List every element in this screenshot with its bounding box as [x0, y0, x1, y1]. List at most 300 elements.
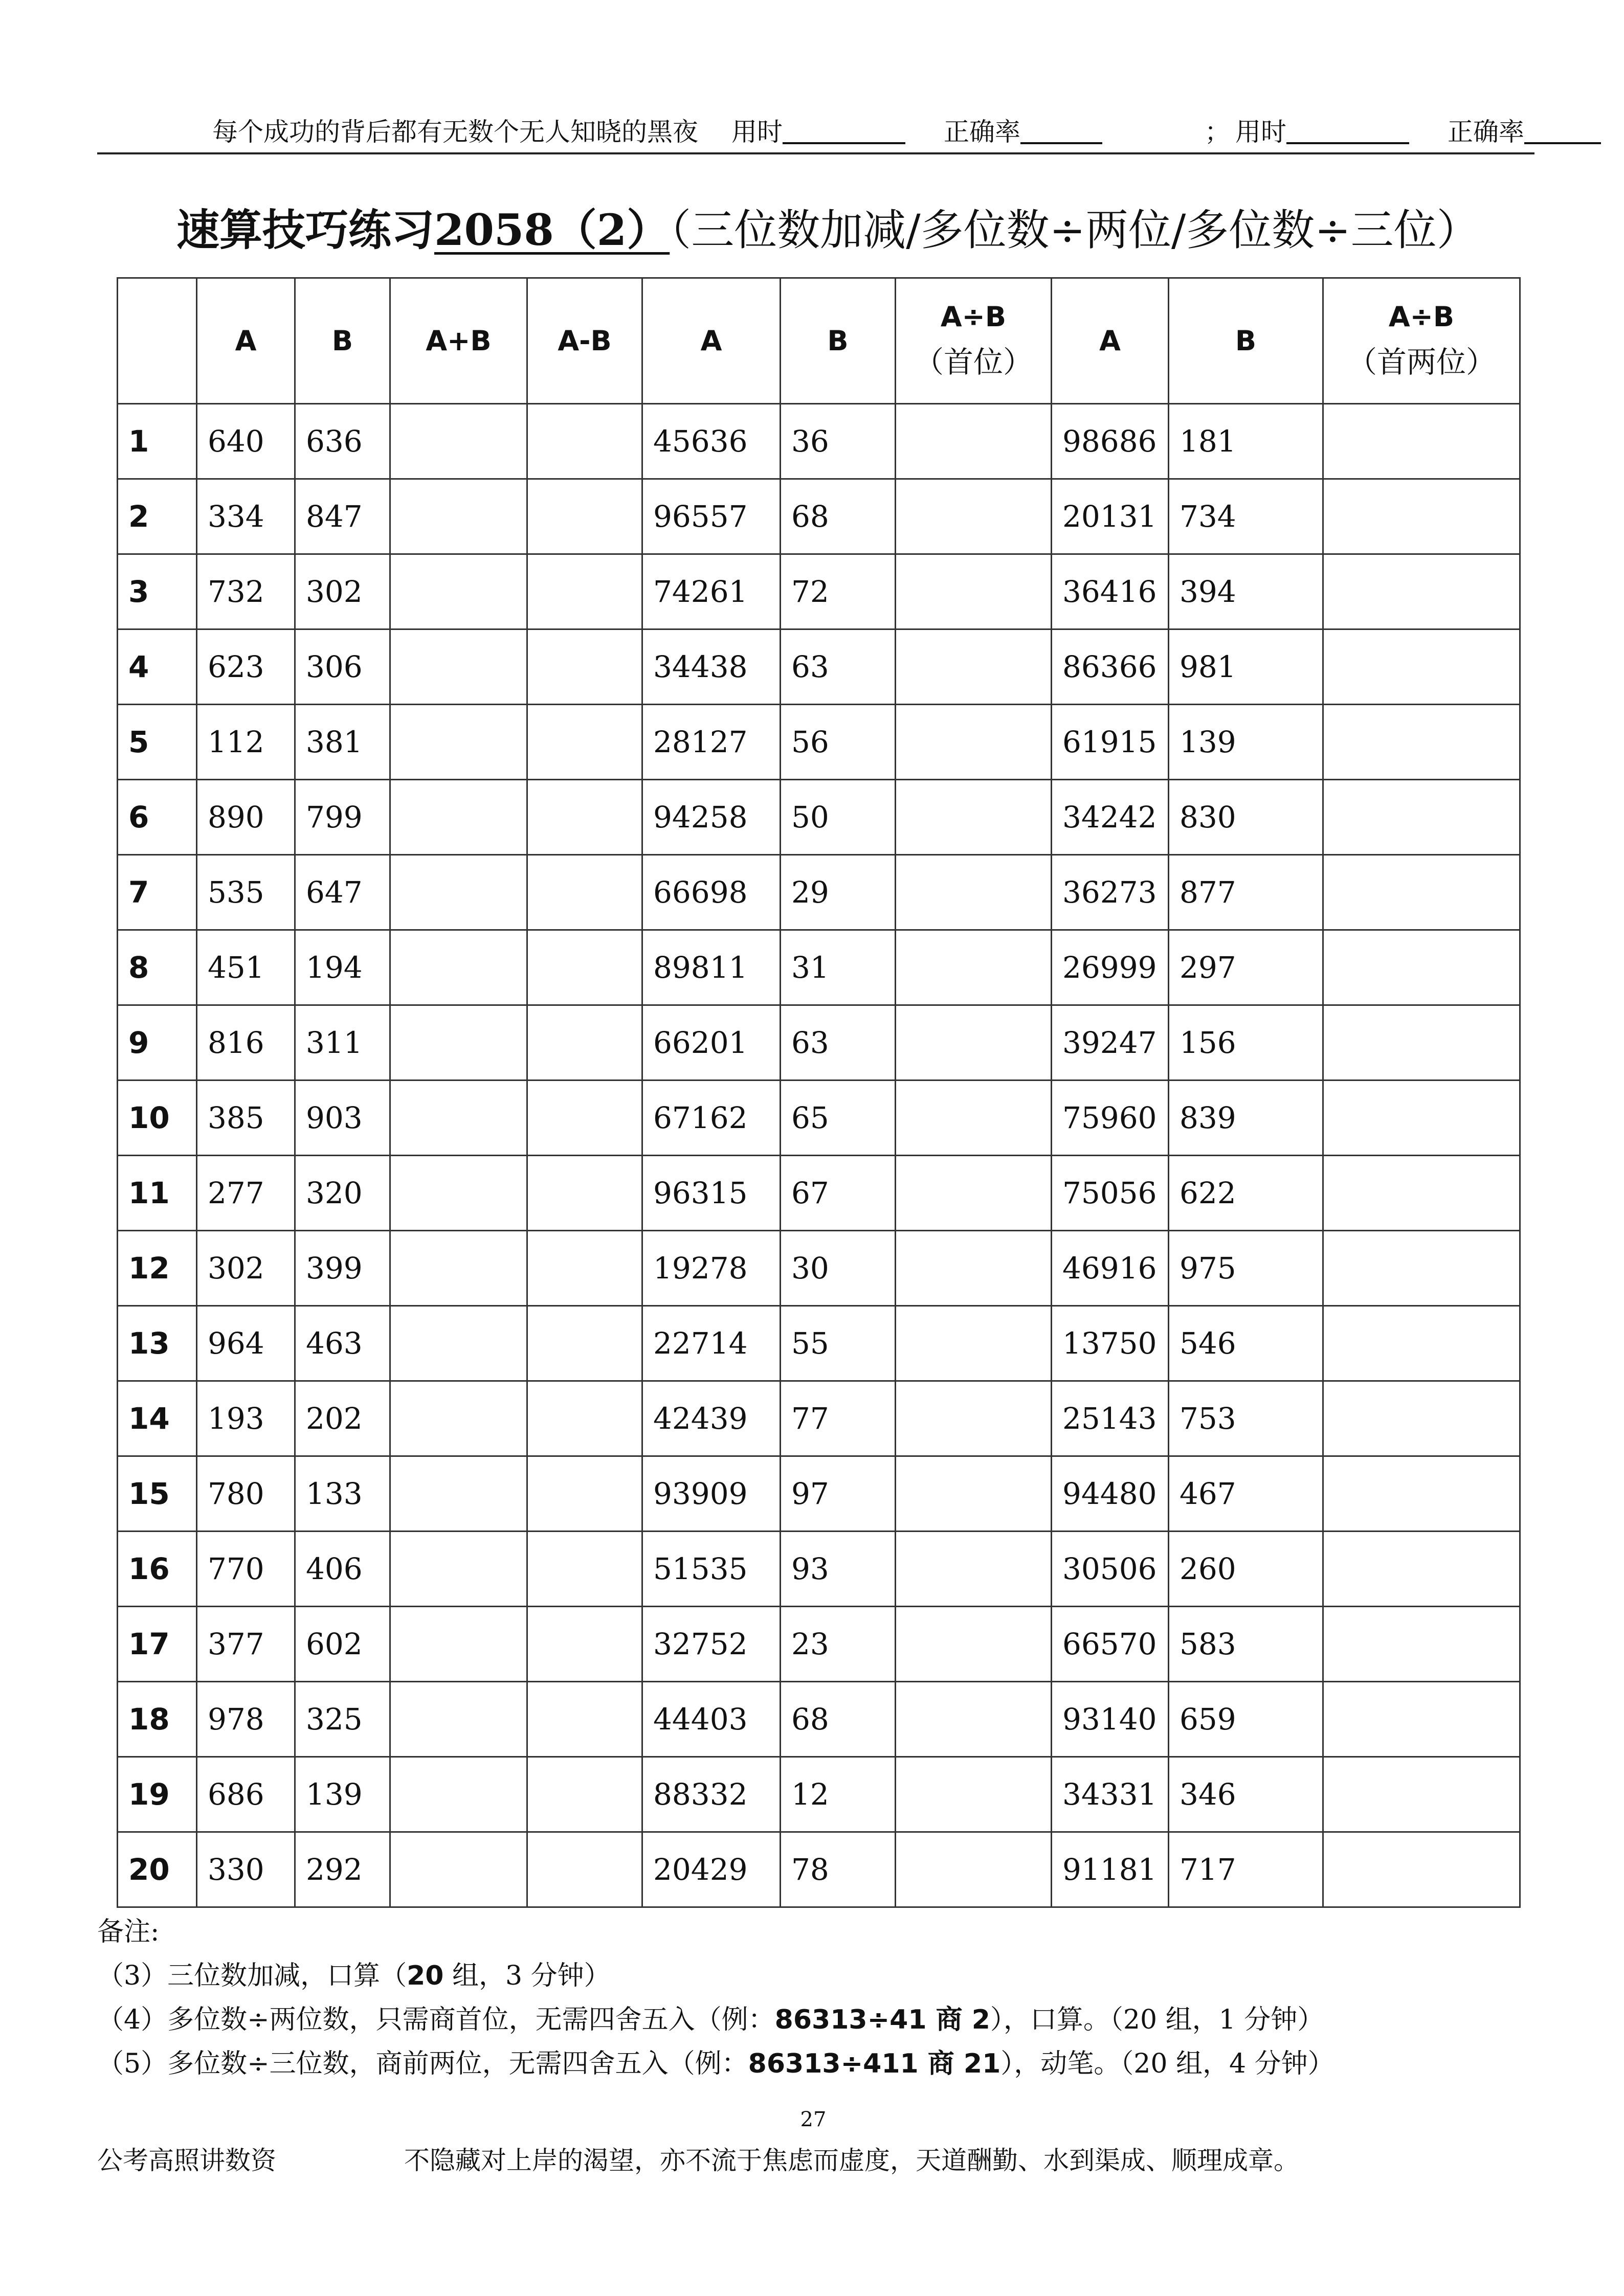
add-b-cell: 647 — [295, 855, 390, 930]
column-header-3 — [390, 278, 527, 404]
row-number-cell: 20 — [118, 1832, 197, 1907]
title-code: 2058（2） — [434, 205, 670, 255]
div2-a-cell: 96315 — [642, 1156, 781, 1231]
div3-answer-cell[interactable] — [1323, 1757, 1520, 1832]
diff-answer-cell[interactable] — [527, 1456, 642, 1532]
add-a-cell: 686 — [197, 1757, 295, 1832]
note-5-tail: ），动笔。（20 组，4 分钟） — [1000, 2049, 1334, 2079]
diff-answer-cell[interactable] — [527, 629, 642, 705]
div3-answer-cell[interactable] — [1323, 1306, 1520, 1381]
column-header-8 — [1052, 278, 1169, 404]
column-header-label: A+B — [426, 325, 492, 357]
div2-a-cell: 45636 — [642, 404, 781, 479]
sum-answer-cell[interactable] — [390, 404, 527, 479]
div3-b-cell: 297 — [1169, 930, 1323, 1005]
div3-a-cell: 61915 — [1052, 705, 1169, 780]
column-header-label: A÷B — [940, 301, 1007, 333]
table-row — [118, 1757, 1520, 1832]
sum-answer-cell[interactable] — [390, 1231, 527, 1306]
div2-b-cell: 77 — [781, 1381, 896, 1456]
row-number-cell: 14 — [118, 1381, 197, 1456]
column-header-1 — [197, 278, 295, 404]
div2-b-cell: 93 — [781, 1532, 896, 1607]
div3-a-cell: 39247 — [1052, 1005, 1169, 1081]
add-a-cell: 978 — [197, 1682, 295, 1757]
column-header-6 — [781, 278, 896, 404]
note-3-bold: 20 — [407, 1961, 444, 1991]
add-a-cell: 640 — [197, 404, 295, 479]
time-label-1: 用时 — [731, 117, 783, 147]
column-header-0 — [118, 278, 197, 404]
div3-b-cell: 546 — [1169, 1306, 1323, 1381]
div3-b-cell: 877 — [1169, 855, 1323, 930]
table-row — [118, 930, 1520, 1005]
add-a-cell: 193 — [197, 1381, 295, 1456]
table-row — [118, 780, 1520, 855]
sum-answer-cell[interactable] — [390, 1081, 527, 1156]
diff-answer-cell[interactable] — [527, 1381, 642, 1456]
diff-answer-cell[interactable] — [527, 479, 642, 554]
row-number-cell: 2 — [118, 479, 197, 554]
sum-answer-cell[interactable] — [390, 1456, 527, 1532]
add-a-cell: 816 — [197, 1005, 295, 1081]
div3-b-cell: 734 — [1169, 479, 1323, 554]
div2-answer-cell[interactable] — [896, 1607, 1052, 1682]
table-row — [118, 1832, 1520, 1907]
div2-a-cell: 88332 — [642, 1757, 781, 1832]
sum-answer-cell[interactable] — [390, 554, 527, 629]
div3-answer-cell[interactable] — [1323, 1682, 1520, 1757]
div2-a-cell: 44403 — [642, 1682, 781, 1757]
add-a-cell: 451 — [197, 930, 295, 1005]
div3-a-cell: 75056 — [1052, 1156, 1169, 1231]
table-row — [118, 1456, 1520, 1532]
column-header-label: A — [700, 325, 722, 357]
add-b-cell: 302 — [295, 554, 390, 629]
div2-answer-cell[interactable] — [896, 1005, 1052, 1081]
row-number-cell: 8 — [118, 930, 197, 1005]
row-number-cell: 13 — [118, 1306, 197, 1381]
note-4-num: （4） — [97, 2005, 168, 2035]
div2-b-cell: 23 — [781, 1607, 896, 1682]
row-number-cell: 4 — [118, 629, 197, 705]
div2-a-cell: 20429 — [642, 1832, 781, 1907]
div2-answer-cell[interactable] — [896, 1081, 1052, 1156]
add-a-cell: 964 — [197, 1306, 295, 1381]
div3-b-cell: 659 — [1169, 1682, 1323, 1757]
table-row — [118, 1381, 1520, 1456]
sum-answer-cell[interactable] — [390, 1607, 527, 1682]
add-b-cell: 139 — [295, 1757, 390, 1832]
sum-answer-cell[interactable] — [390, 1832, 527, 1907]
diff-answer-cell[interactable] — [527, 855, 642, 930]
add-b-cell: 133 — [295, 1456, 390, 1532]
add-b-cell: 799 — [295, 780, 390, 855]
add-b-cell: 406 — [295, 1532, 390, 1607]
sum-answer-cell[interactable] — [390, 705, 527, 780]
column-header-9 — [1169, 278, 1323, 404]
column-header-label: A÷B — [1388, 301, 1455, 333]
div3-b-cell: 260 — [1169, 1532, 1323, 1607]
table-row — [118, 1682, 1520, 1757]
sum-answer-cell[interactable] — [390, 1381, 527, 1456]
div2-answer-cell[interactable] — [896, 930, 1052, 1005]
sum-answer-cell[interactable] — [390, 629, 527, 705]
div2-answer-cell[interactable] — [896, 554, 1052, 629]
sum-answer-cell[interactable] — [390, 479, 527, 554]
div2-answer-cell[interactable] — [896, 404, 1052, 479]
add-a-cell: 112 — [197, 705, 295, 780]
note-3-tail: 组，3 分钟） — [443, 1961, 611, 1991]
notes-section — [97, 1910, 1581, 2086]
column-header-label: A — [1099, 325, 1121, 357]
note-5 — [97, 2042, 1581, 2086]
div2-a-cell: 96557 — [642, 479, 781, 554]
add-a-cell: 780 — [197, 1456, 295, 1532]
div2-a-cell: 28127 — [642, 705, 781, 780]
diff-answer-cell[interactable] — [527, 1832, 642, 1907]
div2-answer-cell[interactable] — [896, 479, 1052, 554]
div3-answer-cell[interactable] — [1323, 1456, 1520, 1532]
column-header-sublabel: （首位） — [914, 345, 1033, 379]
table-row — [118, 855, 1520, 930]
div2-a-cell: 51535 — [642, 1532, 781, 1607]
diff-answer-cell[interactable] — [527, 1081, 642, 1156]
table-row — [118, 1607, 1520, 1682]
diff-answer-cell[interactable] — [527, 1231, 642, 1306]
div3-a-cell: 26999 — [1052, 930, 1169, 1005]
sum-answer-cell[interactable] — [390, 1005, 527, 1081]
table-header-row — [118, 278, 1520, 404]
table-row — [118, 404, 1520, 479]
note-3-num: （3） — [97, 1961, 168, 1991]
div3-b-cell: 717 — [1169, 1832, 1323, 1907]
footer-left: 公考高照讲数资 — [97, 2146, 276, 2175]
div3-answer-cell[interactable] — [1323, 1231, 1520, 1306]
div2-answer-cell[interactable] — [896, 1682, 1052, 1757]
row-number-cell: 7 — [118, 855, 197, 930]
diff-answer-cell[interactable] — [527, 930, 642, 1005]
div3-answer-cell[interactable] — [1323, 1081, 1520, 1156]
diff-answer-cell[interactable] — [527, 1682, 642, 1757]
add-a-cell: 890 — [197, 780, 295, 855]
note-4-bold: 86313÷41 商 2 — [774, 2005, 990, 2035]
div3-a-cell: 34242 — [1052, 780, 1169, 855]
accuracy-blank-1[interactable] — [1020, 111, 1102, 144]
accuracy-field-1 — [944, 111, 1020, 152]
div2-answer-cell[interactable] — [896, 1832, 1052, 1907]
div2-b-cell: 56 — [781, 705, 896, 780]
div2-answer-cell[interactable] — [896, 629, 1052, 705]
sum-answer-cell[interactable] — [390, 930, 527, 1005]
note-4 — [97, 1998, 1581, 2042]
column-header-label: B — [331, 325, 353, 357]
div2-b-cell: 97 — [781, 1456, 896, 1532]
div3-a-cell: 34331 — [1052, 1757, 1169, 1832]
div2-answer-cell[interactable] — [896, 1757, 1052, 1832]
div2-answer-cell[interactable] — [896, 1381, 1052, 1456]
diff-answer-cell[interactable] — [527, 1757, 642, 1832]
add-a-cell: 377 — [197, 1607, 295, 1682]
sum-answer-cell[interactable] — [390, 1532, 527, 1607]
div2-b-cell: 68 — [781, 479, 896, 554]
div3-answer-cell[interactable] — [1323, 1832, 1520, 1907]
accuracy-field-2 — [1448, 111, 1524, 152]
table-row — [118, 705, 1520, 780]
row-number-cell: 1 — [118, 404, 197, 479]
div3-b-cell: 583 — [1169, 1607, 1323, 1682]
add-a-cell: 302 — [197, 1231, 295, 1306]
column-header-5 — [642, 278, 781, 404]
add-a-cell: 623 — [197, 629, 295, 705]
table-row — [118, 1005, 1520, 1081]
diff-answer-cell[interactable] — [527, 404, 642, 479]
div3-answer-cell[interactable] — [1323, 554, 1520, 629]
note-3 — [97, 1954, 1581, 1998]
div2-b-cell: 55 — [781, 1306, 896, 1381]
div2-b-cell: 12 — [781, 1757, 896, 1832]
div3-a-cell: 13750 — [1052, 1306, 1169, 1381]
div2-b-cell: 63 — [781, 629, 896, 705]
div3-a-cell: 86366 — [1052, 629, 1169, 705]
div3-answer-cell[interactable] — [1323, 855, 1520, 930]
notes-heading: 备注: — [97, 1917, 160, 1947]
table-row — [118, 1306, 1520, 1381]
page-number: 27 — [800, 2108, 827, 2131]
column-header-label: A — [235, 325, 257, 357]
div2-b-cell: 68 — [781, 1682, 896, 1757]
div3-a-cell: 20131 — [1052, 479, 1169, 554]
add-b-cell: 399 — [295, 1231, 390, 1306]
add-a-cell: 732 — [197, 554, 295, 629]
sum-answer-cell[interactable] — [390, 1682, 527, 1757]
row-number-cell: 3 — [118, 554, 197, 629]
row-number-cell: 18 — [118, 1682, 197, 1757]
add-a-cell: 385 — [197, 1081, 295, 1156]
row-number-cell: 17 — [118, 1607, 197, 1682]
div2-a-cell: 74261 — [642, 554, 781, 629]
div2-a-cell: 34438 — [642, 629, 781, 705]
column-header-7 — [896, 278, 1052, 404]
div2-b-cell: 50 — [781, 780, 896, 855]
column-header-label: A-B — [558, 325, 612, 357]
time-label-2: 用时 — [1235, 117, 1286, 147]
add-b-cell: 463 — [295, 1306, 390, 1381]
add-a-cell: 277 — [197, 1156, 295, 1231]
header-motto: 每个成功的背后都有无数个无人知晓的黑夜 — [212, 117, 698, 147]
add-b-cell: 292 — [295, 1832, 390, 1907]
note-5-bold: 86313÷411 商 21 — [748, 2049, 1001, 2079]
div2-answer-cell[interactable] — [896, 780, 1052, 855]
row-number-cell: 9 — [118, 1005, 197, 1081]
sum-answer-cell[interactable] — [390, 1306, 527, 1381]
div3-answer-cell[interactable] — [1323, 479, 1520, 554]
row-number-cell: 15 — [118, 1456, 197, 1532]
div3-b-cell: 830 — [1169, 780, 1323, 855]
div3-a-cell: 36416 — [1052, 554, 1169, 629]
time-field-1 — [731, 111, 783, 152]
div2-answer-cell[interactable] — [896, 1156, 1052, 1231]
row-number-cell: 11 — [118, 1156, 197, 1231]
div3-b-cell: 975 — [1169, 1231, 1323, 1306]
title-main: 速算技巧练习 — [176, 205, 435, 255]
diff-answer-cell[interactable] — [527, 1156, 642, 1231]
div2-b-cell: 30 — [781, 1231, 896, 1306]
div2-a-cell: 94258 — [642, 780, 781, 855]
sum-answer-cell[interactable] — [390, 780, 527, 855]
page-header — [97, 111, 1534, 154]
row-number-cell: 12 — [118, 1231, 197, 1306]
accuracy-label-1: 正确率 — [944, 117, 1020, 147]
column-header-2 — [295, 278, 390, 404]
column-header-10 — [1323, 278, 1520, 404]
add-b-cell: 381 — [295, 705, 390, 780]
div3-answer-cell[interactable] — [1323, 1607, 1520, 1682]
div3-b-cell: 622 — [1169, 1156, 1323, 1231]
div2-a-cell: 32752 — [642, 1607, 781, 1682]
div2-a-cell: 66698 — [642, 855, 781, 930]
table-row — [118, 629, 1520, 705]
div3-a-cell: 46916 — [1052, 1231, 1169, 1306]
div3-answer-cell[interactable] — [1323, 1005, 1520, 1081]
div2-b-cell: 67 — [781, 1156, 896, 1231]
div3-b-cell: 156 — [1169, 1005, 1323, 1081]
note-5-num: （5） — [97, 2049, 168, 2079]
time-blank-1[interactable] — [783, 111, 905, 144]
add-a-cell: 334 — [197, 479, 295, 554]
row-number-cell: 19 — [118, 1757, 197, 1832]
sum-answer-cell[interactable] — [390, 855, 527, 930]
div2-answer-cell[interactable] — [896, 1532, 1052, 1607]
div3-b-cell: 181 — [1169, 404, 1323, 479]
time-field-2 — [1235, 111, 1286, 152]
div2-b-cell: 78 — [781, 1832, 896, 1907]
sum-answer-cell[interactable] — [390, 1757, 527, 1832]
time-blank-2[interactable] — [1286, 111, 1409, 144]
add-a-cell: 330 — [197, 1832, 295, 1907]
div2-answer-cell[interactable] — [896, 1231, 1052, 1306]
add-b-cell: 636 — [295, 404, 390, 479]
diff-answer-cell[interactable] — [527, 554, 642, 629]
diff-answer-cell[interactable] — [527, 1532, 642, 1607]
div3-answer-cell[interactable] — [1323, 629, 1520, 705]
column-header-label: B — [827, 325, 849, 357]
div2-a-cell: 66201 — [642, 1005, 781, 1081]
div3-b-cell: 467 — [1169, 1456, 1323, 1532]
note-4-tail: ），口算。（20 组，1 分钟） — [990, 2005, 1324, 2035]
div2-answer-cell[interactable] — [896, 1306, 1052, 1381]
div3-answer-cell[interactable] — [1323, 705, 1520, 780]
div3-answer-cell[interactable] — [1323, 1532, 1520, 1607]
add-b-cell: 202 — [295, 1381, 390, 1456]
note-5-text: 多位数÷三位数，商前两位，无需四舍五入（例： — [167, 2049, 748, 2079]
div3-answer-cell[interactable] — [1323, 404, 1520, 479]
header-separator: ； — [1205, 117, 1230, 147]
table-row — [118, 1156, 1520, 1231]
div2-b-cell: 65 — [781, 1081, 896, 1156]
div3-a-cell: 91181 — [1052, 1832, 1169, 1907]
table-body — [118, 404, 1520, 1907]
row-number-cell: 16 — [118, 1532, 197, 1607]
div3-a-cell: 30506 — [1052, 1532, 1169, 1607]
add-b-cell: 194 — [295, 930, 390, 1005]
div2-a-cell: 42439 — [642, 1381, 781, 1456]
add-b-cell: 325 — [295, 1682, 390, 1757]
div3-a-cell: 75960 — [1052, 1081, 1169, 1156]
diff-answer-cell[interactable] — [527, 1607, 642, 1682]
table-row — [118, 1532, 1520, 1607]
div3-b-cell: 839 — [1169, 1081, 1323, 1156]
div2-answer-cell[interactable] — [896, 705, 1052, 780]
div3-answer-cell[interactable] — [1323, 780, 1520, 855]
div2-b-cell: 72 — [781, 554, 896, 629]
row-number-cell: 6 — [118, 780, 197, 855]
div3-a-cell: 98686 — [1052, 404, 1169, 479]
accuracy-label-2: 正确率 — [1448, 117, 1524, 147]
div3-answer-cell[interactable] — [1323, 930, 1520, 1005]
add-b-cell: 602 — [295, 1607, 390, 1682]
column-header-sublabel: （首两位） — [1347, 345, 1496, 379]
div3-b-cell: 139 — [1169, 705, 1323, 780]
add-a-cell: 770 — [197, 1532, 295, 1607]
div2-b-cell: 63 — [781, 1005, 896, 1081]
row-number-cell: 10 — [118, 1081, 197, 1156]
column-header-4 — [527, 278, 642, 404]
add-a-cell: 535 — [197, 855, 295, 930]
div3-a-cell: 93140 — [1052, 1682, 1169, 1757]
title-subtitle: （三位数加减/多位数÷两位/多位数÷三位） — [670, 205, 1480, 255]
div2-a-cell: 19278 — [642, 1231, 781, 1306]
div3-answer-cell[interactable] — [1323, 1156, 1520, 1231]
column-header-label: B — [1235, 325, 1257, 357]
row-number-cell: 5 — [118, 705, 197, 780]
add-b-cell: 320 — [295, 1156, 390, 1231]
div2-answer-cell[interactable] — [896, 855, 1052, 930]
div2-answer-cell[interactable] — [896, 1456, 1052, 1532]
diff-answer-cell[interactable] — [527, 1306, 642, 1381]
div2-a-cell: 67162 — [642, 1081, 781, 1156]
note-4-text: 多位数÷两位数，只需商首位，无需四舍五入（例： — [167, 2005, 775, 2035]
diff-answer-cell[interactable] — [527, 1005, 642, 1081]
diff-answer-cell[interactable] — [527, 780, 642, 855]
table-row — [118, 1231, 1520, 1306]
table-row — [118, 554, 1520, 629]
practice-table — [117, 277, 1521, 1908]
div3-b-cell: 981 — [1169, 629, 1323, 705]
footer-right: 不隐藏对上岸的渴望，亦不流于焦虑而虚度，天道酬勤、水到渠成、顺理成章。 — [404, 2146, 1299, 2175]
div3-a-cell: 94480 — [1052, 1456, 1169, 1532]
accuracy-blank-2[interactable] — [1524, 111, 1601, 144]
div2-a-cell: 22714 — [642, 1306, 781, 1381]
div2-a-cell: 89811 — [642, 930, 781, 1005]
div2-a-cell: 93909 — [642, 1456, 781, 1532]
add-b-cell: 306 — [295, 629, 390, 705]
div2-b-cell: 31 — [781, 930, 896, 1005]
div3-b-cell: 753 — [1169, 1381, 1323, 1456]
page-title — [176, 197, 1480, 263]
div3-a-cell: 36273 — [1052, 855, 1169, 930]
diff-answer-cell[interactable] — [527, 705, 642, 780]
div3-answer-cell[interactable] — [1323, 1381, 1520, 1456]
div3-b-cell: 394 — [1169, 554, 1323, 629]
add-b-cell: 847 — [295, 479, 390, 554]
div3-a-cell: 66570 — [1052, 1607, 1169, 1682]
div2-b-cell: 29 — [781, 855, 896, 930]
div3-a-cell: 25143 — [1052, 1381, 1169, 1456]
table-row — [118, 1081, 1520, 1156]
sum-answer-cell[interactable] — [390, 1156, 527, 1231]
div3-b-cell: 346 — [1169, 1757, 1323, 1832]
